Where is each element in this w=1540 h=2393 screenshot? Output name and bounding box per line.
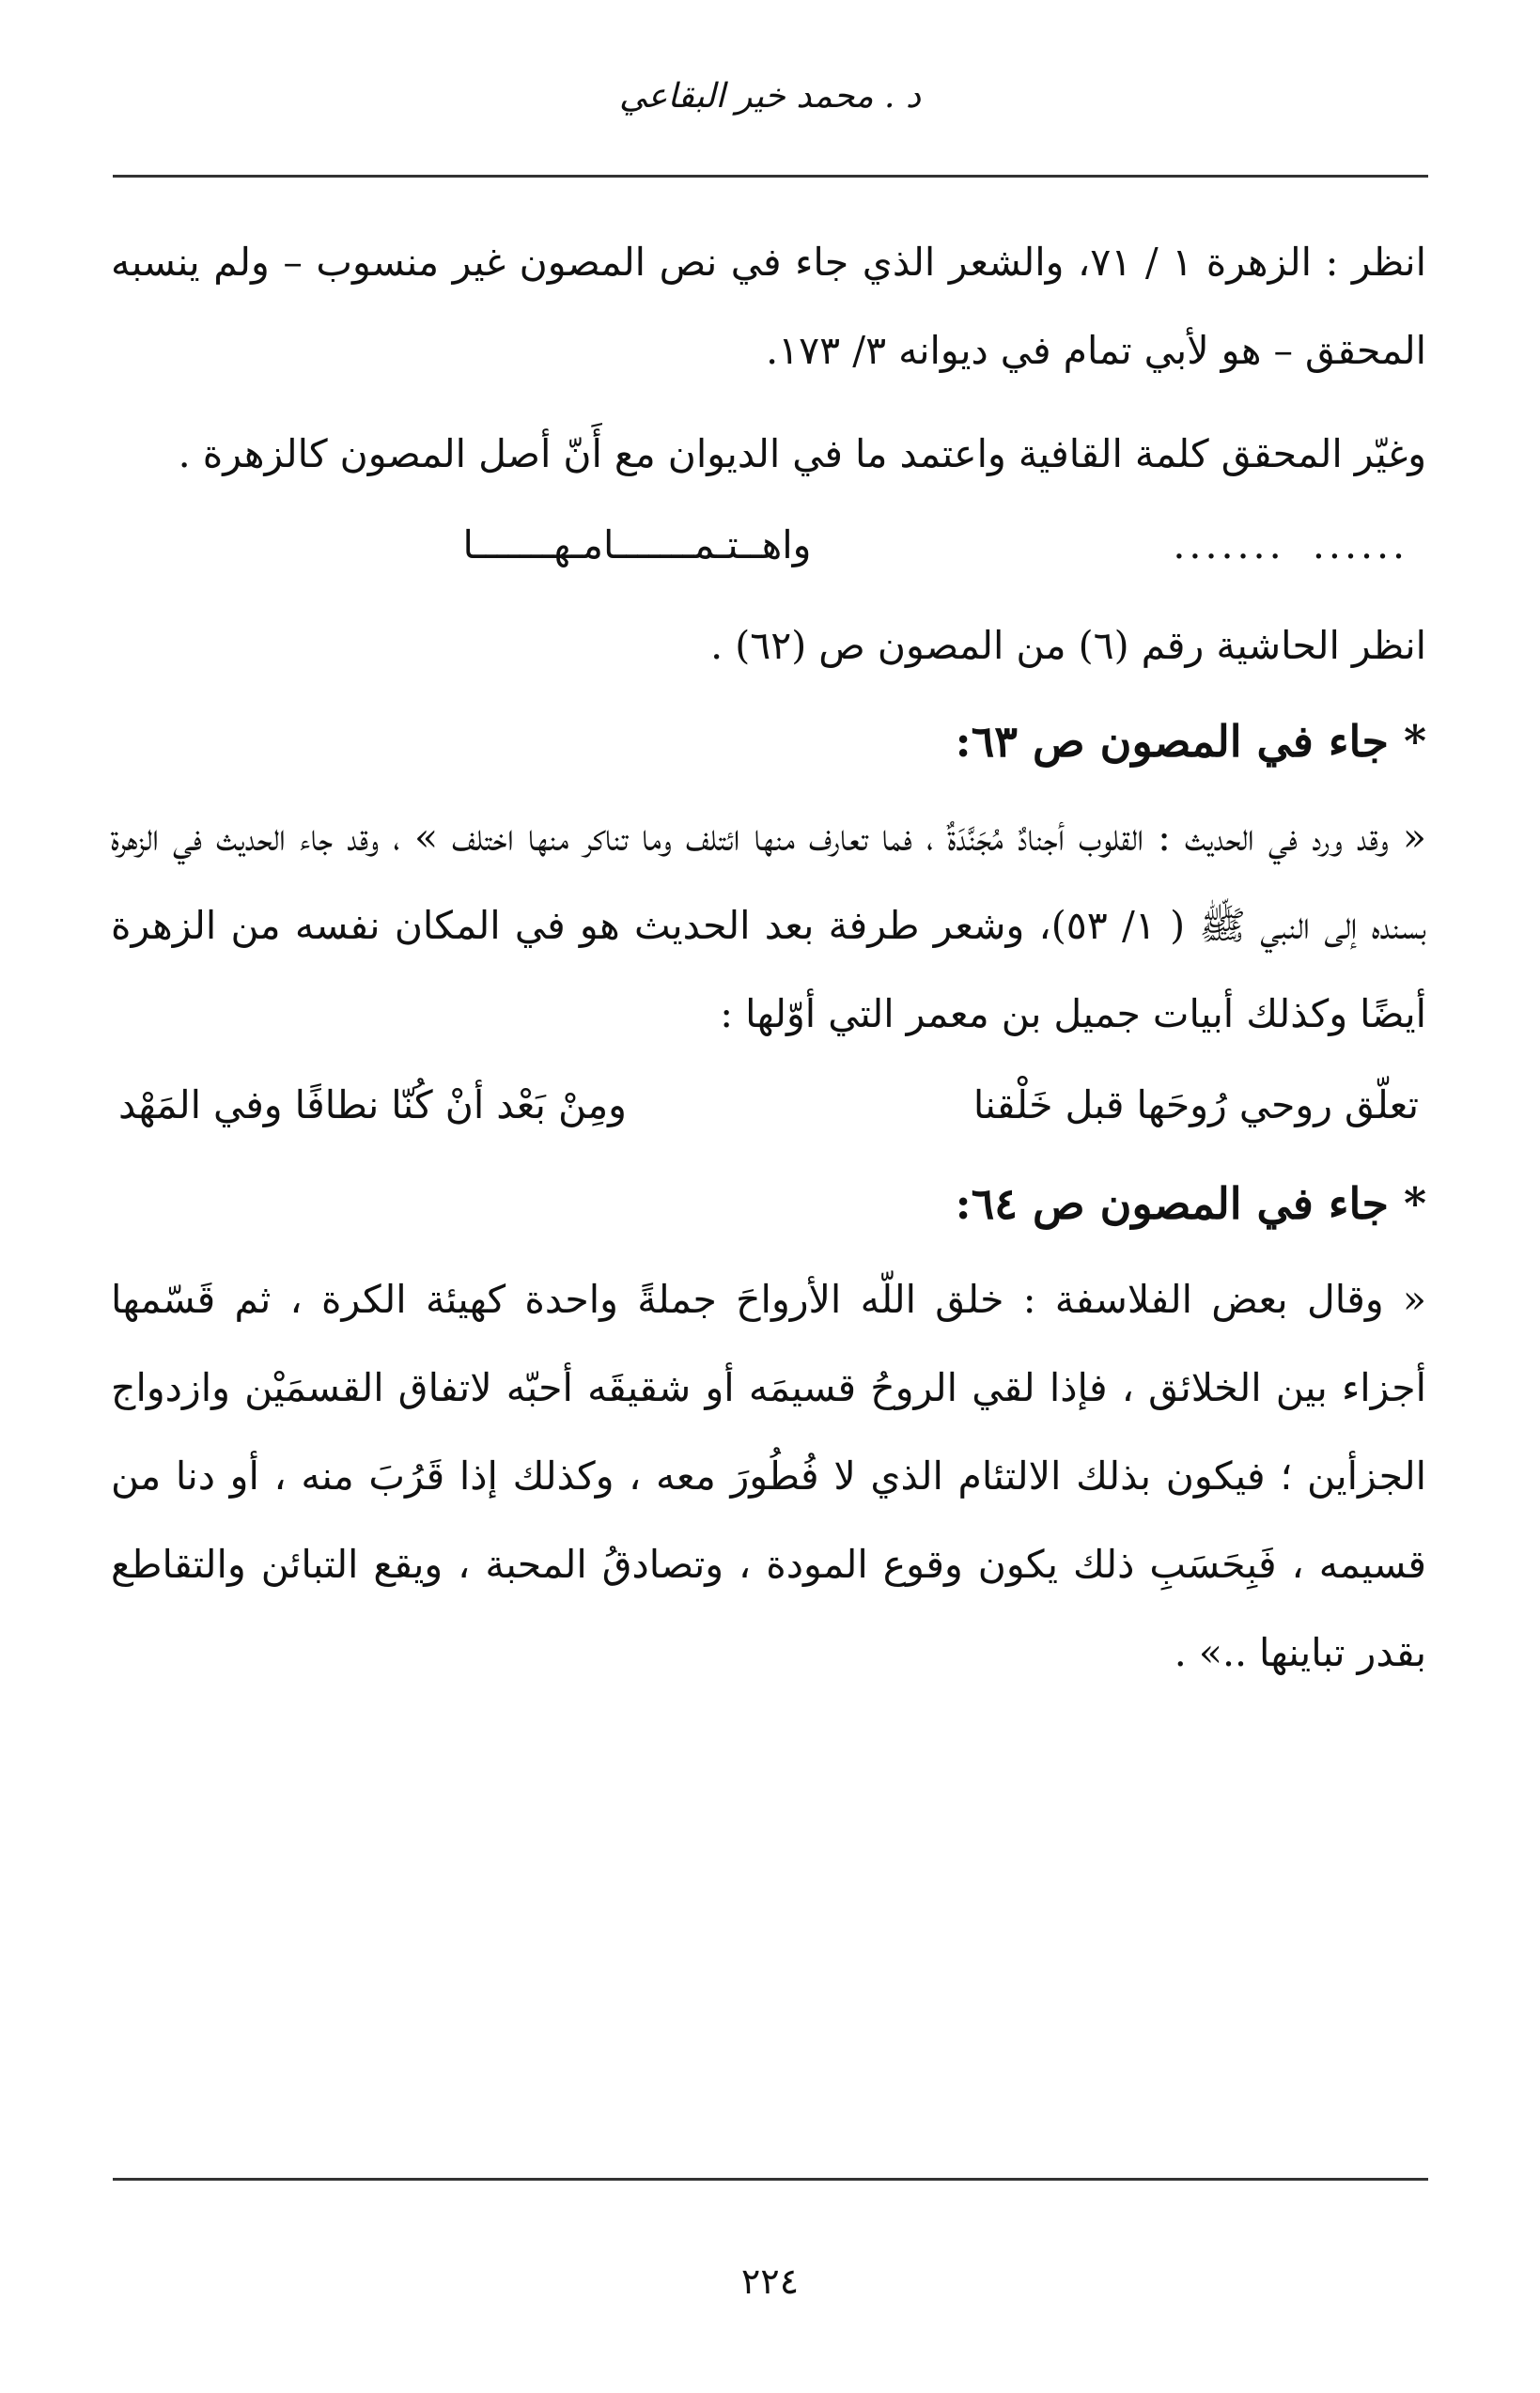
verse-second-hemistich: ومِنْ بَعْد أنْ كُنّا نطافًا وفي المَهْد — [118, 1082, 627, 1127]
bottom-rule — [113, 2178, 1428, 2181]
footnote-paragraph-1: انظر : الزهرة ١ / ٧١، والشعر الذي جاء في نص المصون غير منسوب – ولم ينسبه المحقق – هو لأبي تمام في ديوانه ٣/ ١٧٣. — [111, 240, 1426, 373]
section-heading-64: * جاء في المصون ص ٦٤: — [955, 1178, 1426, 1229]
stretched-word — [111, 501, 1163, 589]
ellipsis-line — [111, 498, 1426, 592]
page-body — [111, 218, 1426, 1697]
hadith-paragraph: « وقد ورد في الحديث : القلوب أجنادٌ مُجَنَّدَةٌ ، فما تعارف منها ائتلف وما تناكر منها اختلف » ، وقد جاء الحديث في الزهرة بسنده إلى النبي ﷺ ( ١/ ٥٣)، وشعر طرفة بعد الحديث هو في المكان نفسه من الزهرة أيضًا وكذلك أبيات جميل بن معمر التي أوّلها : — [111, 815, 1426, 1036]
footnote-paragraph-2: وغيّر المحقق كلمة القافية واعتمد ما في الديوان مع أَنّ أصل المصون كالزهرة . — [178, 431, 1426, 476]
running-head: د . محمد خير البقاعي — [619, 77, 921, 116]
verse-first-hemistich: تعلّق روحي رُوحَها قبل خَلْقنا — [972, 1082, 1419, 1127]
dots-right: ...... — [1312, 522, 1409, 567]
stretched-word-text: واهــتـمـــــــامـهـــــــا — [462, 522, 812, 567]
section-heading-63: * جاء في المصون ص ٦٣: — [955, 716, 1426, 767]
top-rule — [113, 175, 1428, 178]
poetry-verse — [111, 1058, 1426, 1152]
footnote-paragraph-3: انظر الحاشية رقم (٦) من المصون ص (٦٢) . — [710, 623, 1426, 668]
page-number: ٢٢٤ — [740, 2261, 800, 2302]
dots-middle: ....... — [1173, 522, 1285, 567]
spacer — [111, 395, 1426, 410]
philosophers-paragraph: « وقال بعض الفلاسفة : خلق اللّه الأرواحَ جملةً واحدة كهيئة الكرة ، ثم قَسّمها أجزاء بين الخلائق ، فإذا لقي الروحُ قسيمَه أو شقيقَه أحبّه لاتفاق القسمَيْن وازدواج الجزأين ؛ فيكون بذلك الالتئام الذي لا فُطُورَ معه ، وكذلك إذا قَرُبَ منه ، أو دنا من قسيمه ، فَبِحَسَبِ ذلك يكون وقوع المودة ، وتصادقُ المحبة ، ويقع التبائن والتقاطع بقدر تباينها ..» . — [111, 1277, 1426, 1675]
